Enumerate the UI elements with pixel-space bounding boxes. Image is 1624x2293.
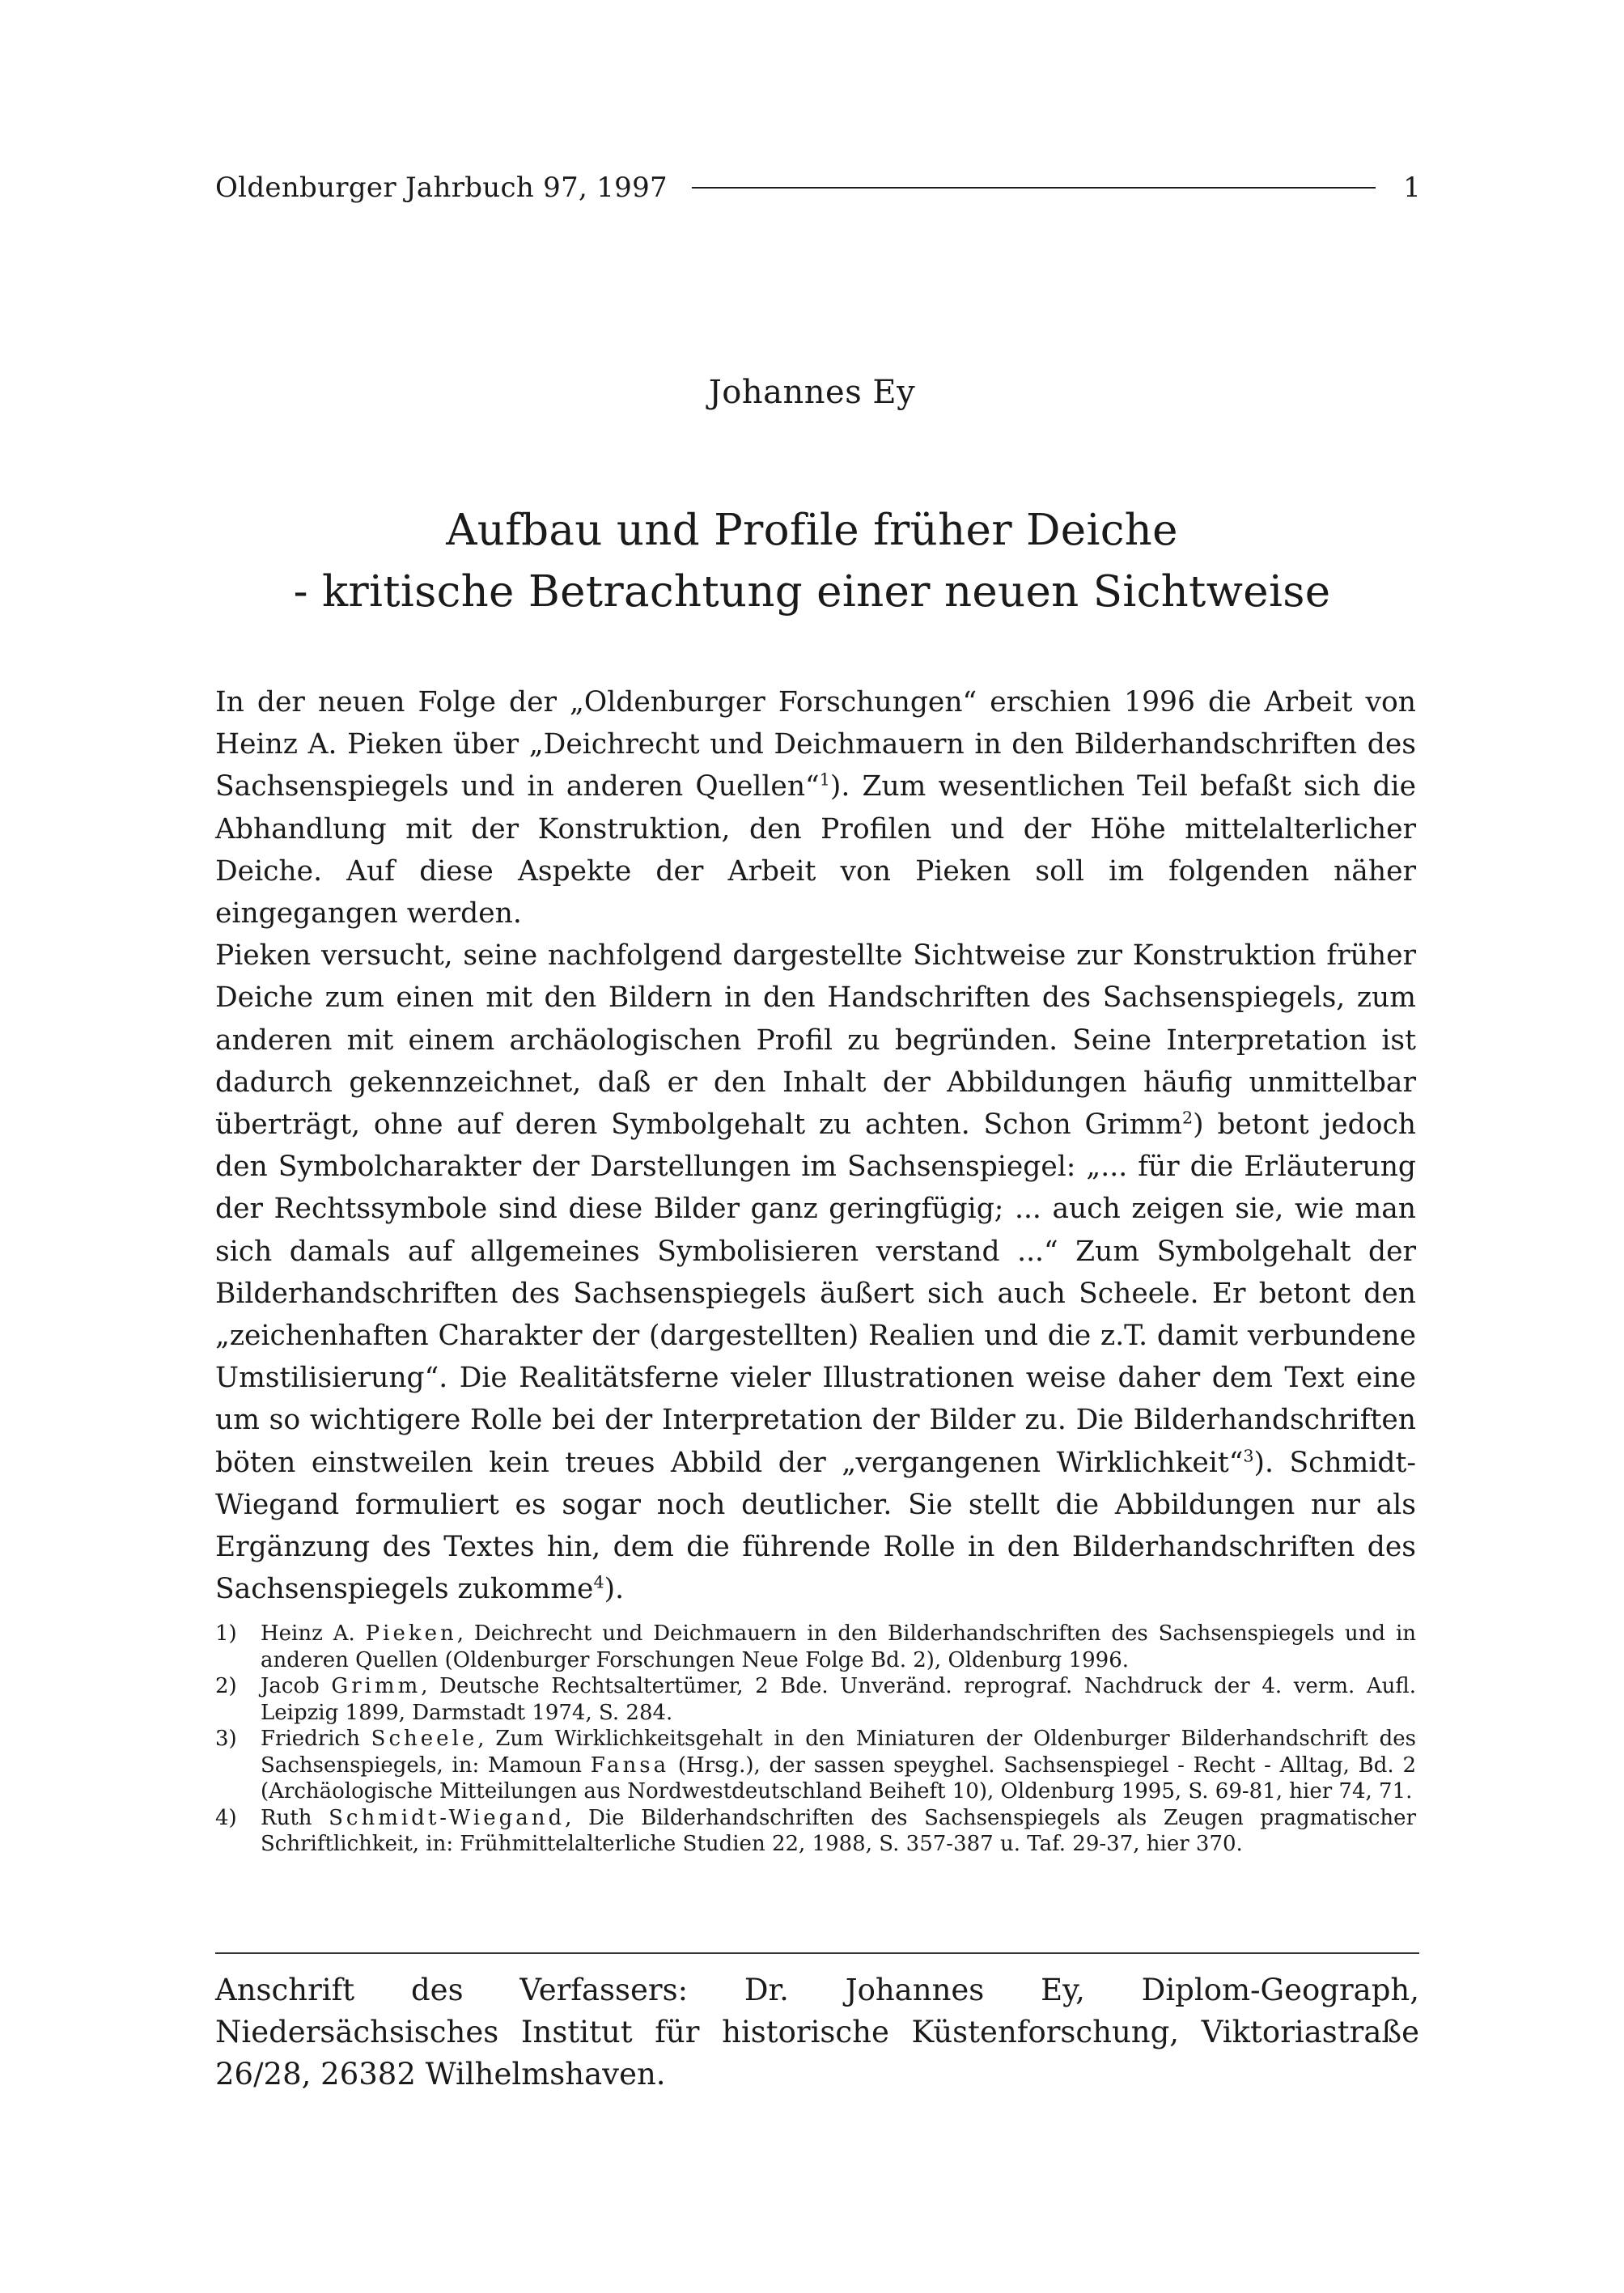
footnotes [215,1621,1416,1858]
footnote-ref-1: 1 [819,769,830,790]
title-line-1: Aufbau und Profile früher Deiche [446,506,1178,555]
author-address: Anschrift des Verfassers: Dr. Johannes Ey, Diplom-Geograph, Niedersächsisches Institut für historische Küstenforschung, Viktoriastraße 26/28, 26382 Wilhelmshaven. [215,1973,1419,2092]
footnote-text [261,1621,1416,1673]
footnote-4 [215,1805,1416,1858]
paragraph-2-text-b: ) betont jedoch den Symbolcharakter der Darstellungen im Sachsenspiegel: „... für die Erläuterung der Rechtssymbole sind diese Bilder ganz geringfügig; ... auch zeigen sie, wie man sich damals auf allgemeines Symbolisieren verstand ...“ Zum Symbolgehalt der Bilderhandschriften des Sachsenspiegels äußert sich auch Scheele. Er betont den „zeichenhaften Charakter der (dargestellten) Realien und die z.T. damit verbundene Umstilisierung“. Die Realitätsferne vieler Illustrationen weise daher dem Text eine um so wichtigere Rolle bei der Interpretation der Bilder zu. Die Bilderhandschriften böten einstweilen kein treues Abbild der „vergangenen Wirklichkeit“ [215,1108,1417,1479]
paragraph-2 [215,935,1416,1610]
footnote-3 [215,1726,1416,1805]
footnote-number: 2) [215,1674,237,1698]
footnote-text-pre: Heinz A. [261,1621,366,1646]
footnote-number: 1) [215,1621,237,1646]
footnote-text-pre: Jacob [261,1674,332,1698]
article-body [215,681,1416,1610]
footnote-text-pre: Ruth [261,1805,329,1830]
footnote-ref-3: 3 [1243,1446,1254,1466]
footnote-editor-name: Fansa [590,1753,670,1778]
paragraph-1-text-a: In der neuen Folge der „Oldenburger Forschungen“ erschien 1996 die Arbeit von Heinz A. Pieken über „Deichrecht und Deichmauern in den Bilderhandschriften des Sachsenspiegels und in anderen Quellen“ [215,686,1416,803]
journal-name: Oldenburger Jahrbuch 97, 1997 [215,172,668,204]
footnote-text [261,1726,1416,1805]
footnote-author-name: Schmidt-Wiegand [329,1805,566,1830]
paragraph-2-text-a: Pieken versucht, seine nachfolgend dargestellte Sichtweise zur Konstruktion früher Deiche zum einen mit den Bildern in den Handschriften des Sachsenspiegels, zum anderen mit einem archäologischen Profil zu begründen. Seine Interpretation ist dadurch gekennzeichnet, daß er den Inhalt der Abbildungen häufig unmittelbar überträgt, ohne auf deren Symbolgehalt zu achten. Schon Grimm [215,939,1416,1142]
footnote-author-name: Grimm [331,1674,422,1698]
page-number: 1 [1403,172,1421,204]
paragraph-1-text-b: ). Zum wesentlichen Teil befaßt sich die Abhandlung mit der Konstruktion, den Profilen und der Höhe mittelalterlicher Deiche. Auf diese Aspekte der Arbeit von Pieken soll im folgenden näher eingegangen werden. [215,770,1416,930]
footnote-2 [215,1673,1416,1726]
paragraph-1 [215,681,1416,935]
footnote-number: 4) [215,1805,237,1830]
footnote-author-name: Pieken [365,1621,457,1646]
paragraph-2-text-c: ). Schmidt-Wiegand formuliert es sogar noch deutlicher. Sie stellt die Abbildungen nur als Ergänzung des Textes hin, dem die führende Rolle in den Bilderhandschriften des Sachsenspiegels zukomme [215,1446,1416,1606]
footnote-author-name: Scheele [371,1727,478,1751]
footnote-text-post: , Die Bilderhandschriften des Sachsenspiegels als Zeugen pragmatischer Schriftlichkeit, in: Frühmittelalterliche Studien 22, 1988, S. 357-387 u. Taf. 29-37, hier 370. [261,1805,1416,1856]
article-title [0,500,1624,623]
footnote-text-post-2: (Hrsg.), der sassen speyghel. Sachsenspiegel - Recht - Alltag, Bd. 2 (Archäologische Mitteilungen aus Nordwestdeutschland Beiheft 10), Oldenburg 1995, S. 69-81, hier 74, 71. [261,1753,1416,1803]
header-rule [692,187,1376,189]
address-divider [215,1952,1419,1954]
footnote-text-pre: Friedrich [261,1727,371,1751]
footnote-1 [215,1621,1416,1673]
footnote-text-post: , Deutsche Rechtsaltertümer, 2 Bde. Unveränd. reprograf. Nachdruck der 4. verm. Aufl. Leipzig 1899, Darmstadt 1974, S. 284. [261,1674,1416,1725]
running-header [215,165,1421,210]
article-author: Johannes Ey [708,374,916,411]
paragraph-2-text-d: ). [604,1573,625,1606]
footnote-text [261,1673,1416,1726]
footnote-text [261,1805,1416,1858]
footnote-number: 3) [215,1727,237,1751]
footnote-ref-4: 4 [593,1572,604,1592]
title-line-2: - kritische Betrachtung einer neuen Sichtweise [293,567,1331,617]
footnote-text-post: , Deichrecht und Deichmauern in den Bilderhandschriften des Sachsenspiegels und in anderen Quellen (Oldenburger Forschungen Neue Folge Bd. 2), Oldenburg 1996. [261,1621,1417,1672]
footnote-text-post: , Zum Wirklichkeitsgehalt in den Miniaturen der Oldenburger Bilderhandschrift des Sachsenspiegels, in: Mamoun [261,1727,1416,1778]
footnote-ref-2: 2 [1182,1108,1194,1128]
